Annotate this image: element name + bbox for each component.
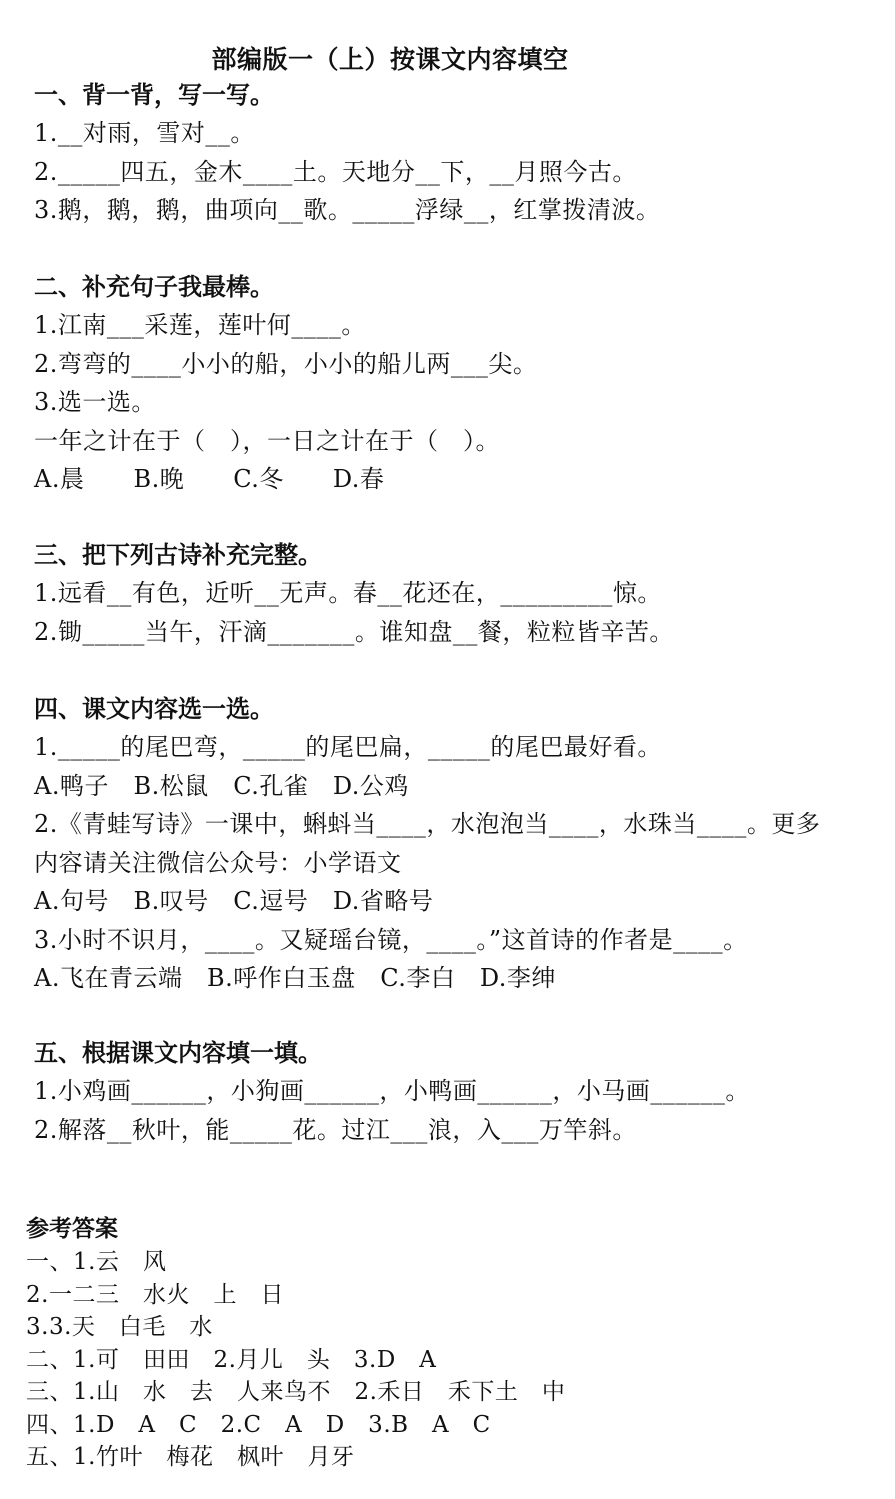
- section-heading: 一、背一背，写一写。: [34, 81, 274, 109]
- answer-line: 五、1.竹叶 梅花 枫叶 月牙: [26, 1444, 355, 1470]
- answer-key: [26, 1212, 876, 1474]
- question-line: 2.锄_____当午，汗滴_______。谁知盘__餐，粒粒皆辛苦。: [34, 617, 674, 646]
- question-line: 内容请关注微信公众号：小学语文: [34, 848, 402, 877]
- question-line: 2._____四五，金木____土。天地分__下，__月照今古。: [34, 157, 637, 186]
- question-line: 一年之计在于（ ），一日之计在于（ ）。: [34, 426, 500, 455]
- answer-key-heading: 参考答案: [26, 1216, 118, 1242]
- question-line: 1.江南___采莲，莲叶何____。: [34, 311, 366, 339]
- question-line: 1.小鸡画______，小狗画______，小鸭画______，小马画______。: [34, 1077, 750, 1105]
- question-line: 2.《青蛙写诗》一课中，蝌蚪当____，水泡泡当____，水珠当____。更多: [34, 810, 821, 838]
- section-3: [34, 536, 884, 651]
- section-heading: 四、课文内容选一选。: [34, 695, 274, 723]
- section-2: [34, 268, 884, 499]
- question-line: 2.弯弯的____小小的船，小小的船儿两___尖。: [34, 349, 538, 378]
- answer-line: 2.一二三 水火 上 日: [26, 1281, 284, 1308]
- choice-line: A.晨 B.晚 C.冬 D.春: [34, 465, 385, 493]
- section-1: [34, 76, 884, 230]
- question-line: 2.解落__秋叶，能_____花。过江___浪，入___万竿斜。: [34, 1115, 637, 1144]
- choice-line: A.鸭子 B.松鼠 C.孔雀 D.公鸡: [34, 771, 409, 800]
- section-5: [34, 1034, 884, 1149]
- section-heading: 三、把下列古诗补充完整。: [34, 541, 322, 569]
- answer-line: 一、1.云 风: [26, 1249, 167, 1275]
- section-heading: 五、根据课文内容填一填。: [34, 1039, 322, 1067]
- section-heading: 二、补充句子我最棒。: [34, 273, 274, 301]
- page-title: 部编版一（上）按课文内容填空: [211, 45, 569, 74]
- question-line: 3.选一选。: [34, 388, 156, 416]
- section-4: [34, 690, 884, 998]
- question-line: 1.__对雨，雪对__。: [34, 119, 255, 147]
- answer-line: 四、1.D A C 2.C A D 3.B A C: [26, 1411, 491, 1438]
- answer-line: 二、1.可 田田 2.月儿 头 3.D A: [26, 1346, 437, 1373]
- question-line: 3.小时不识月，____。又疑瑶台镜，____。”这首诗的作者是____。: [34, 925, 748, 954]
- question-line: 1._____的尾巴弯，_____的尾巴扁，_____的尾巴最好看。: [34, 733, 662, 761]
- answer-line: 3.3.天 白毛 水: [26, 1314, 213, 1340]
- question-line: 3.鹅，鹅，鹅，曲项向__歌。_____浮绿__，红掌拨清波。: [34, 196, 661, 224]
- choice-line: A.句号 B.叹号 C.逗号 D.省略号: [34, 887, 434, 915]
- answer-line: 三、1.山 水 去 人来鸟不 2.禾日 禾下土 中: [26, 1379, 566, 1405]
- choice-line: A.飞在青云端 B.呼作白玉盘 C.李白 D.李绅: [34, 964, 556, 992]
- question-line: 1.远看__有色，近听__无声。春__花还在，_________惊。: [34, 579, 662, 607]
